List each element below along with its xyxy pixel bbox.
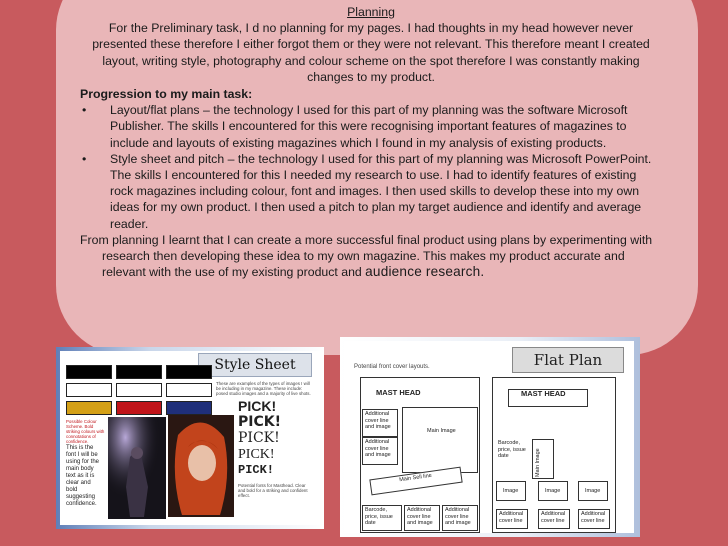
cover-line-box: Additional cover line and image xyxy=(442,505,478,531)
cover-line-box: Additional cover line and image xyxy=(362,409,398,437)
masthead-box: MAST HEAD xyxy=(374,389,444,405)
images-note: These are examples of the types of images I will be including in my magazine. These include: posed studio images and a majority of live shots. xyxy=(216,381,311,396)
barcode-box: Barcode, price, issue date xyxy=(362,505,402,531)
font-sample: PICK! xyxy=(238,430,280,446)
bullet-text: Style sheet and pitch – the technology I used for this part of my planning was Microsoft PowerPoint. The skills I encountered for this I needed my research to use. I had to identify features of existing rock magazines including colour, font and images. I then used skills to develop these into my own ideas for my own product. I then used a pitch to plan my target audience and identify and average reader. xyxy=(110,151,652,231)
section-heading: Progression to my main task: xyxy=(80,87,253,102)
font-sample: PICK! xyxy=(238,447,275,462)
body-font-note: This is the font I will be using for the main body text as it is clear and bold suggesting confidence. xyxy=(66,445,100,507)
concert-photo xyxy=(108,417,166,519)
style-sheet-thumbnail xyxy=(56,347,324,529)
colour-swatch xyxy=(116,365,162,379)
bullet-text: Layout/flat plans – the technology I used for this part of my planning was the software Microsoft Publisher. The skills I encountered for this were recognising important features of magazines to include and layouts of existing magazines which I found in my analysis of existing products. xyxy=(110,103,628,150)
conclusion-paragraph xyxy=(80,232,662,281)
barcode-box: Barcode, price, issue date xyxy=(496,439,530,469)
colour-swatch xyxy=(116,383,162,397)
colour-swatch xyxy=(166,365,212,379)
flat-plan-thumbnail xyxy=(340,337,640,537)
main-sell-line-box: Main Sell line xyxy=(369,467,462,496)
bullet-icon: • xyxy=(82,103,87,118)
cover-line-box: Additional cover line xyxy=(578,509,610,529)
image-box: Image xyxy=(496,481,526,501)
image-box: Image xyxy=(538,481,568,501)
flat-plan-title: Flat Plan xyxy=(512,347,624,373)
slide-body xyxy=(80,4,662,280)
colour-swatch xyxy=(116,401,162,415)
font-sample: PICK! xyxy=(238,414,281,430)
slide-title: Planning xyxy=(347,5,395,19)
colour-swatch xyxy=(66,401,112,415)
colour-scheme-note: Possible Colour Scheme. Bold striking colours with connotations of confidence. xyxy=(66,419,105,444)
font-sample: PICK! xyxy=(238,463,275,477)
cover-line-box: Additional cover line xyxy=(496,509,528,529)
image-box: Image xyxy=(578,481,608,501)
colour-swatch xyxy=(66,383,112,397)
bullet-item xyxy=(80,102,662,151)
cover-line-box: Additional cover line xyxy=(538,509,570,529)
colour-swatch xyxy=(66,365,112,379)
portrait-photo xyxy=(168,415,234,517)
colour-swatch xyxy=(166,383,212,397)
style-sheet-title: Style Sheet xyxy=(198,353,312,377)
masthead-box: MAST HEAD xyxy=(508,389,588,407)
main-image-box: Main Image xyxy=(402,407,478,473)
conclusion-text: From planning I learnt that I can create a more successful final product using plans by experimenting with research then developing these idea to my own magazine. This makes my product accurate and relevant with the use of my existing product and xyxy=(80,232,653,280)
font-sample: PICK! xyxy=(238,398,277,414)
conclusion-end: audience research. xyxy=(365,264,485,280)
colour-swatch xyxy=(166,401,212,415)
intro-paragraph: For the Preliminary task, I d no planning for my pages. I had thoughts in my head however never presented these therefore I either forgot them or they were not relevant. This therefore meant I created layout, writing style, photography and colour scheme on the spot therefore I was constantly making changes to my product. xyxy=(92,21,650,84)
main-image-box: Main Image xyxy=(532,439,554,479)
masthead-fonts-note: Potential fonts for Masthead. Clear and bold for a striking and confident effect. xyxy=(238,483,308,498)
flat-plan-caption: Potential front cover layouts. xyxy=(354,364,430,370)
cover-line-box: Additional cover line and image xyxy=(362,437,398,465)
bullet-item xyxy=(80,151,662,232)
bullet-icon: • xyxy=(82,151,87,166)
cover-line-box: Additional cover line and image xyxy=(404,505,440,531)
